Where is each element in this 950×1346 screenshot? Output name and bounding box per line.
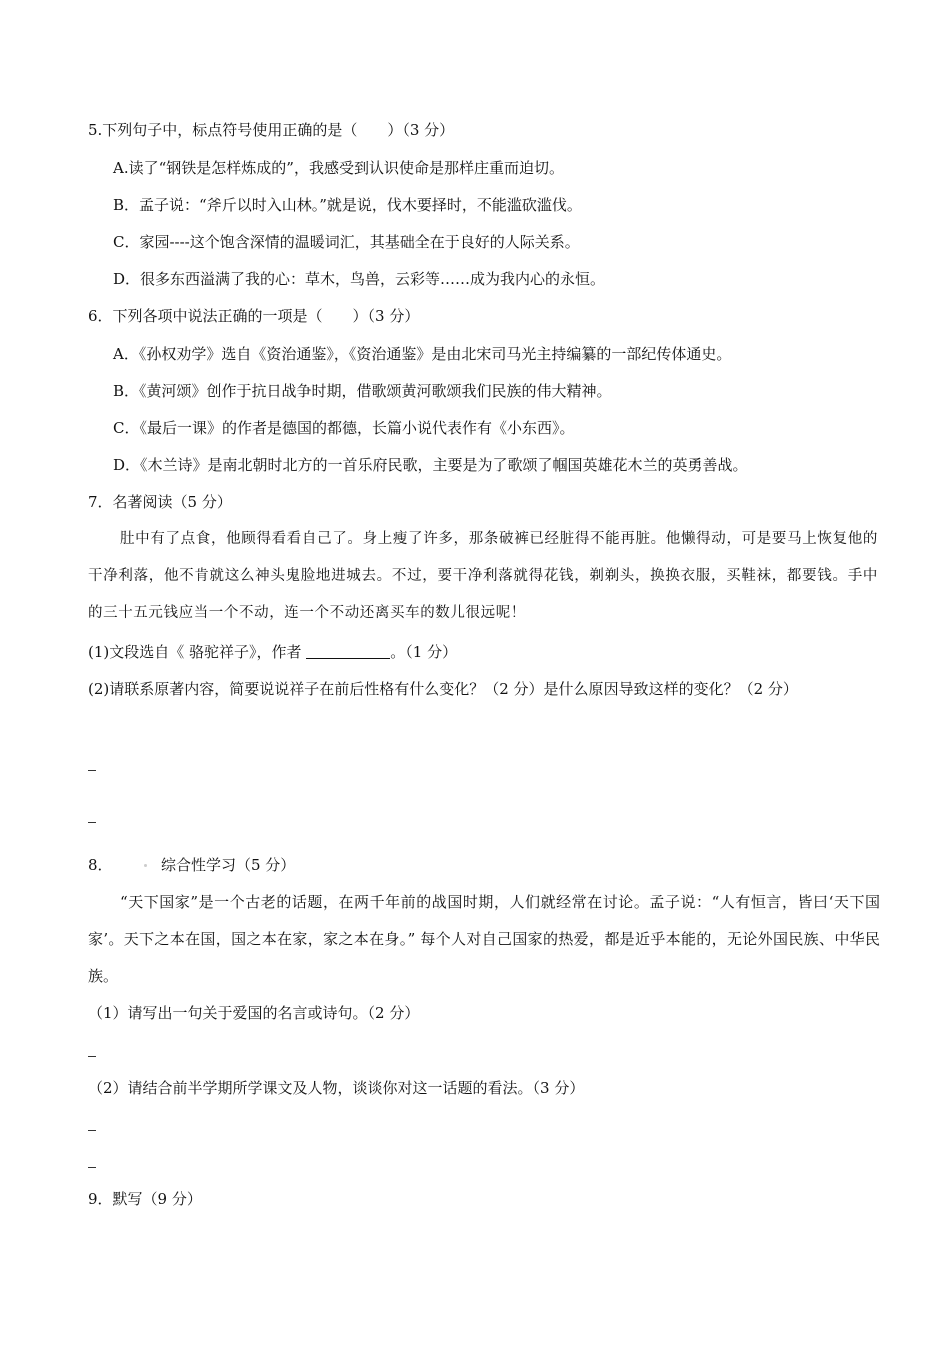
answer-line[interactable] (88, 822, 96, 823)
answer-line[interactable] (88, 1130, 96, 1131)
question-7-sub-2: (2)请联系原著内容，简要说说祥子在前后性格有什么变化？（2 分）是什么原因导致这样的变化？（2 分） (88, 680, 798, 698)
answer-line[interactable] (88, 1167, 96, 1168)
question-6-option-c: C．《最后一课》的作者是德国的都德，长篇小说代表作有《小东西》。 (113, 419, 575, 437)
question-8-number: 8． (88, 856, 113, 874)
question-5-option-d: D．很多东西溢满了我的心：草木，鸟兽，云彩等……成为我内心的永恒。 (113, 270, 606, 288)
question-5-option-c: C．家园----这个饱含深情的温暖词汇，其基础全在于良好的人际关系。 (113, 233, 580, 251)
answer-blank[interactable] (306, 644, 390, 659)
question-6-option-b: B．《黄河颂》创作于抗日战争时期，借歌颂黄河歌颂我们民族的伟大精神。 (113, 382, 612, 400)
question-5-stem: 5.下列句子中，标点符号使用正确的是（ ）（3 分） (88, 121, 455, 139)
answer-line[interactable] (88, 1056, 96, 1057)
question-5-option-b: B．孟子说：“斧斤以时入山林。”就是说，伐木要择时，不能滥砍滥伐。 (113, 196, 582, 214)
question-6-option-d: D．《木兰诗》是南北朝时北方的一首乐府民歌，主要是为了歌颂了帼国英雄花木兰的英勇善战。 (113, 456, 748, 474)
question-7-stem: 7．名著阅读（5 分） (88, 493, 232, 511)
question-9-stem: 9．默写（9 分） (88, 1190, 202, 1208)
question-6-stem: 6．下列各项中说法正确的一项是（ ）（3 分） (88, 307, 420, 325)
question-8-sub-1: （1）请写出一句关于爱国的名言或诗句。（2 分） (88, 1004, 420, 1022)
question-6-option-a: A．《孙权劝学》选自《资治通鉴》，《资治通鉴》是由北宋司马光主持编纂的一部纪传体通史。 (113, 345, 732, 363)
question-8-title: 综合性学习（5 分） (161, 856, 296, 874)
question-8-sub-2: （2）请结合前半学期所学课文及人物，谈谈你对这一话题的看法。（3 分） (88, 1079, 585, 1097)
marker-dot (144, 864, 147, 867)
question-7-sub-1-text: (1)文段选自《 骆驼祥子》，作者 (88, 643, 307, 661)
question-7-sub-1 (88, 642, 457, 662)
question-7-passage: 肚中有了点食，他顾得看看自己了。身上瘦了许多，那条破裤已经脏得不能再脏。他懒得动，可是要马上恢复他的干净利落，他不肯就这么神头鬼脸地进城去。不过，要干净利落就得花钱，剃剃头，换换衣服，买鞋袜，都要钱。手中的三十五元钱应当一个不动，连一个不动还离买车的数儿很远呢！ (88, 531, 878, 621)
question-7-sub-1-score: 。（1 分） (390, 643, 458, 661)
question-8-passage: “天下国家”是一个古老的话题，在两千年前的战国时期，人们就经常在讨论。孟子说：“人有恒言，皆曰‘天下国家’。天下之本在国，国之本在家，家之本在身。” 每个人对自己国家的热爱，都是近乎本能的，无论外国民族、中华民族。 (88, 893, 880, 985)
answer-line[interactable] (88, 770, 96, 771)
question-5-option-a: A.读了“钢铁是怎样炼成的”，我感受到认识使命是那样庄重而迫切。 (113, 159, 564, 177)
